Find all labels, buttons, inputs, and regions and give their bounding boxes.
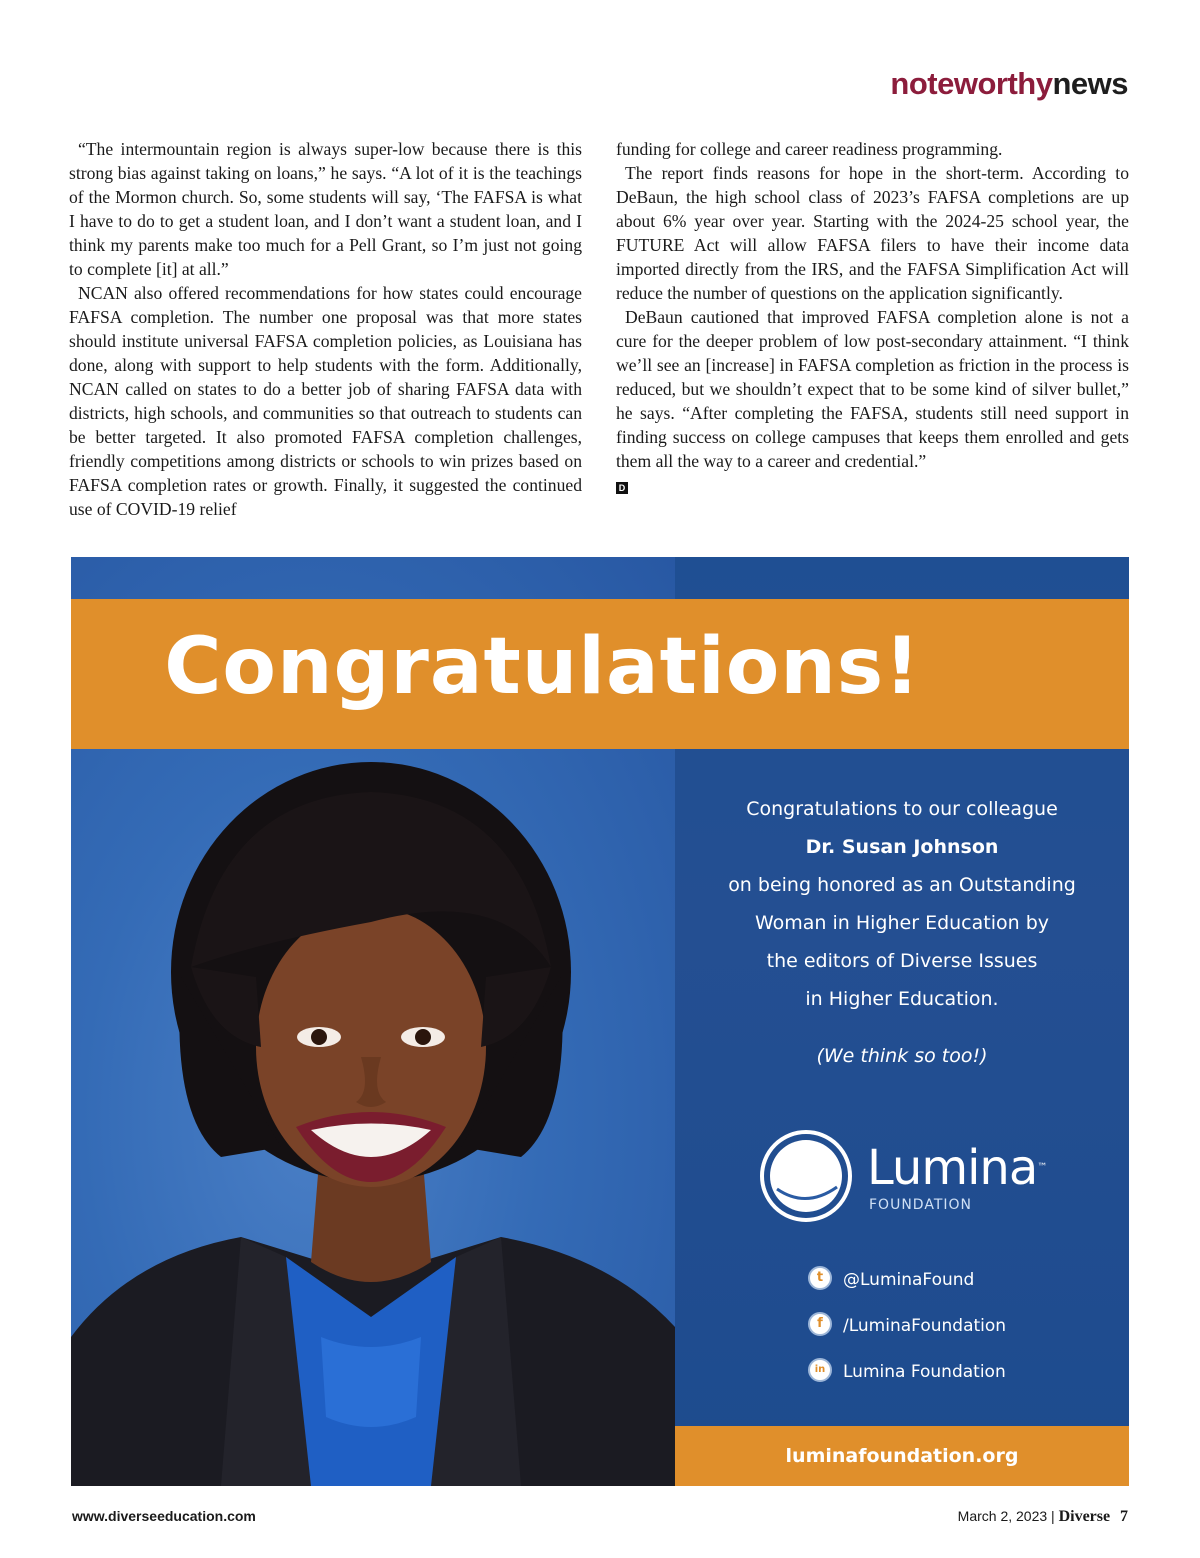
article-paragraph: “The intermountain region is always super-low because there is this strong bias against taking on loans,” he says. “A lot of it is the teachings of the Mormon church. So, some students will say, ‘The FAFSA is what I have to do to get a student loan, and I don’t want a student loan, and I think my parents make too much for a Pell Grant, so I’m just not going to complete [it] at all.”: [69, 139, 582, 279]
honoree-name: Dr. Susan Johnson: [805, 836, 999, 858]
end-of-article-icon: D: [616, 482, 628, 494]
portrait-photo: [71, 717, 675, 1486]
ad-message: [675, 790, 1129, 1018]
lumina-circle-icon: [759, 1129, 854, 1224]
ad-tagline: (We think so too!): [816, 1045, 988, 1067]
social-twitter[interactable]: [808, 1266, 1068, 1294]
trademark-symbol: ™: [1037, 1162, 1048, 1173]
footer-website[interactable]: www.diverseeducation.com: [72, 1508, 256, 1524]
lumina-wordmark: [867, 1140, 1048, 1196]
ad-message-line: on being honored as an Outstanding: [728, 874, 1076, 896]
linkedin-icon: in: [808, 1358, 832, 1382]
footer-date: March 2, 2023: [957, 1508, 1048, 1524]
article-column-right: [616, 137, 1129, 497]
article-column-left: [69, 137, 582, 521]
section-header-news: news: [1052, 66, 1128, 101]
social-handle: /LuminaFoundation: [843, 1316, 1007, 1336]
lumina-wordmark-text: Lumina: [867, 1140, 1038, 1196]
article-paragraph: NCAN also offered recommendations for how states could encourage FAFSA completion. The number one proposal was that more states should institute universal FAFSA completion policies, as Louisiana has done, along with support to help students with the form. Additionally, NCAN called on states to do a better job of sharing FAFSA data with districts, high schools, and communities so that outreach to students can be better targeted. It also promoted FAFSA completion challenges, friendly competitions among districts or schools to win prizes based on FAFSA completion rates or growth. Finally, it suggested the continued use of COVID-19 relief: [69, 283, 582, 519]
page-number: 7: [1120, 1508, 1128, 1525]
article-paragraph: The report finds reasons for hope in the short-term. According to DeBaun, the high school class of 2023’s FAFSA completions are up about 6% year over year. Starting with the 2024-25 school year, the FUTURE Act will allow FAFSA filers to have their income data imported directly from the IRS, and the FAFSA Simplification Act will reduce the number of questions on the application significantly.: [616, 163, 1129, 303]
lumina-foundation-label: FOUNDATION: [869, 1197, 972, 1213]
article-paragraph: funding for college and career readiness programming.: [616, 139, 1003, 159]
lumina-advertisement: [71, 557, 1129, 1486]
article-paragraph: DeBaun cautioned that improved FAFSA completion alone is not a cure for the deeper problem of low post-secondary attainment. “I think we’ll see an [increase] in FAFSA completion as friction in the process is reduced, but we shouldn’t expect that to be some kind of silver bullet,” he says. “After completing the FAFSA, students still need support in finding success on college campuses that keeps them enrolled and gets them all the way to a career and credential.”: [616, 307, 1129, 471]
social-handle: @LuminaFound: [843, 1270, 975, 1290]
ad-website-link[interactable]: luminafoundation.org: [785, 1445, 1019, 1467]
section-header: [890, 66, 1128, 102]
ad-message-line: the editors of Diverse Issues: [766, 950, 1038, 972]
ad-message-line: in Higher Education.: [805, 988, 999, 1010]
ad-message-line: Woman in Higher Education by: [754, 912, 1050, 934]
ad-message-line: Congratulations to our colleague: [746, 798, 1058, 820]
portrait-illustration: [71, 717, 675, 1486]
ad-headline: Congratulations!: [164, 622, 921, 712]
section-header-noteworthy: noteworthy: [890, 66, 1053, 101]
footer-separator: |: [1051, 1508, 1055, 1524]
facebook-icon: f: [808, 1312, 832, 1336]
social-facebook[interactable]: [808, 1312, 1068, 1340]
social-linkedin[interactable]: [808, 1358, 1068, 1386]
lumina-logo: [759, 1129, 1059, 1224]
footer-brand: Diverse: [1058, 1508, 1111, 1525]
twitter-icon: t: [808, 1266, 832, 1290]
footer-folio: [958, 1508, 1128, 1526]
social-handle: Lumina Foundation: [843, 1362, 1006, 1382]
